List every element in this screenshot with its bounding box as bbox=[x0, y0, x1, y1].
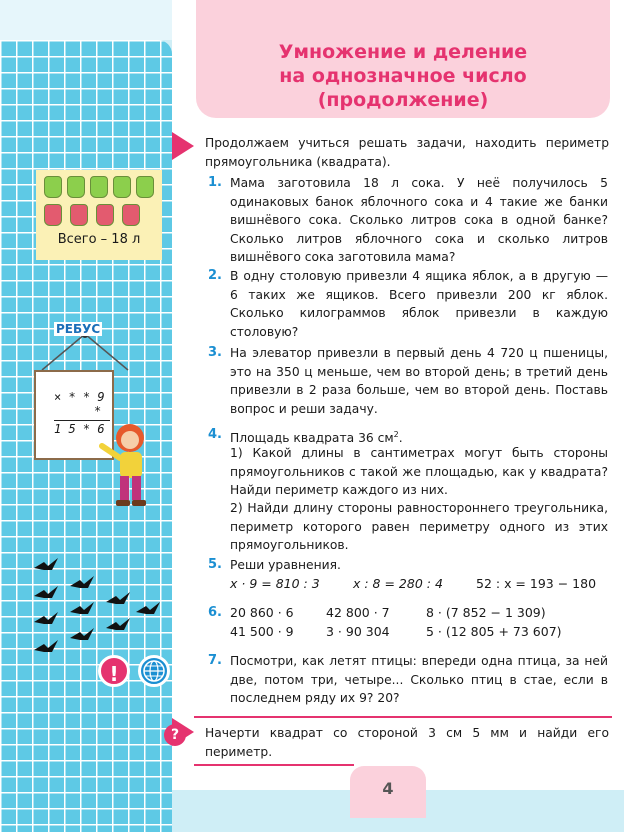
apple-juice-jar-icon bbox=[136, 176, 154, 198]
globe-icon bbox=[138, 655, 170, 687]
cherry-juice-jar-icon bbox=[122, 204, 140, 226]
expr-r2c3: 5 · (12 805 + 73 607) bbox=[426, 624, 562, 639]
task-text-1: Мама заготовила 18 л сока. У неё получилось 5 одинаковых банок яблочного сока и 4 такие же банки вишнёвого сока. Сколько литров сока в одной банке? Сколько литров яблочного сока и сколько литров вишнёвого сока заготовила мама? bbox=[230, 176, 608, 264]
question-mark-icon: ? bbox=[164, 724, 186, 746]
boy-illustration-icon bbox=[98, 420, 158, 510]
bird-icon bbox=[34, 586, 58, 598]
task-text-3: На элеватор привезли в первый день 4 720 ц пшеницы, это на 350 ц меньше, чем во второй день; в третий день привезли в 2 раза больше, чем во второй день. Поставь вопрос и реши задачу. bbox=[230, 346, 608, 416]
bird-icon bbox=[34, 640, 58, 652]
task-4-sub-1: 1) Какой длины в сантиметрах могут быть стороны прямоугольников с такой же площадью, как у квадрата? Найди периметр каждого из них. bbox=[230, 446, 608, 497]
title-line-2: на однозначное число bbox=[279, 65, 527, 87]
board-string-icon bbox=[40, 332, 130, 372]
apple-juice-jar-icon bbox=[44, 176, 62, 198]
bird-icon bbox=[136, 602, 160, 614]
title-box bbox=[196, 0, 610, 118]
exclamation-icon: ! bbox=[98, 655, 130, 687]
rebus-line-1: × * * 9 bbox=[54, 390, 105, 404]
title-line-1: Умножение и деление bbox=[278, 41, 528, 63]
bird-icon bbox=[70, 602, 94, 614]
bird-icon bbox=[106, 618, 130, 630]
rebus-line-3: 1 5 * 6 bbox=[54, 422, 105, 436]
cherry-juice-jar-icon bbox=[96, 204, 114, 226]
divider-bottom bbox=[194, 764, 354, 766]
cherry-juice-jar-icon bbox=[70, 204, 88, 226]
task-4-area: Площадь квадрата 36 см bbox=[230, 431, 394, 446]
intro-text: Продолжаем учиться решать задачи, находить периметр прямоугольника (квадрата). bbox=[205, 136, 609, 169]
rebus-label: РЕБУС bbox=[56, 322, 101, 336]
task-text-2: В одну столовую привезли 4 ящика яблок, а в другую — 6 таких же ящиков. Всего привезли 200 кг яблок. Сколько килограммов яблок привезли в каждую столовую? bbox=[230, 269, 608, 339]
bird-icon bbox=[106, 592, 130, 604]
task-number-5: 5. bbox=[208, 557, 222, 572]
pointer-triangle-icon bbox=[172, 132, 194, 160]
cherry-juice-jar-icon bbox=[44, 204, 62, 226]
task-4-period: . bbox=[398, 431, 403, 446]
bottom-task-text: Начерти квадрат со стороной 3 см 5 мм и найди его периметр. bbox=[205, 726, 609, 759]
task-text-5: Реши уравнения. bbox=[230, 558, 341, 572]
apple-juice-jar-icon bbox=[90, 176, 108, 198]
equation-3: 52 : x = 193 − 180 bbox=[476, 576, 597, 591]
page-number: 4 bbox=[350, 766, 426, 818]
rebus-line-2: * bbox=[94, 404, 102, 418]
apple-juice-jar-icon bbox=[113, 176, 131, 198]
task-text-7: Посмотри, как летят птицы: впереди одна птица, за ней две, потом три, четыре... Сколько птиц в стае, если в последнем ряду их 9? 20? bbox=[230, 654, 608, 705]
jars-total-label: Всего – 18 л bbox=[57, 232, 141, 247]
expr-r2c1: 41 500 · 9 bbox=[230, 624, 294, 639]
expr-r2c2: 3 · 90 304 bbox=[326, 624, 390, 639]
apple-juice-jar-icon bbox=[67, 176, 85, 198]
task-number-3: 3. bbox=[208, 345, 222, 360]
task-4-sub-2: 2) Найди длину стороны равностороннего треугольника, периметр которого равен периметру одного из этих прямоугольников. bbox=[230, 501, 608, 552]
task-number-6: 6. bbox=[208, 605, 222, 620]
bird-icon bbox=[34, 612, 58, 624]
task-number-7: 7. bbox=[208, 653, 222, 668]
birds-flock-illustration bbox=[30, 556, 170, 666]
expr-r1c3: 8 · (7 852 − 1 309) bbox=[426, 605, 546, 620]
bird-icon bbox=[70, 576, 94, 588]
bird-icon bbox=[70, 628, 94, 640]
jars-illustration bbox=[36, 170, 162, 260]
task-number-1: 1. bbox=[208, 175, 222, 190]
top-background bbox=[0, 0, 190, 40]
task-number-4: 4. bbox=[208, 427, 222, 442]
equation-1: x · 9 = 810 : 3 bbox=[230, 576, 320, 591]
bird-icon bbox=[34, 558, 58, 570]
expr-r1c2: 42 800 · 7 bbox=[326, 605, 390, 620]
task-4-sup: 2 bbox=[393, 430, 399, 439]
equation-2: x : 8 = 280 : 4 bbox=[353, 576, 443, 591]
expr-r1c1: 20 860 · 6 bbox=[230, 605, 294, 620]
title-line-3: (продолжение) bbox=[317, 89, 489, 111]
divider-top bbox=[194, 716, 612, 718]
task-number-2: 2. bbox=[208, 268, 222, 283]
